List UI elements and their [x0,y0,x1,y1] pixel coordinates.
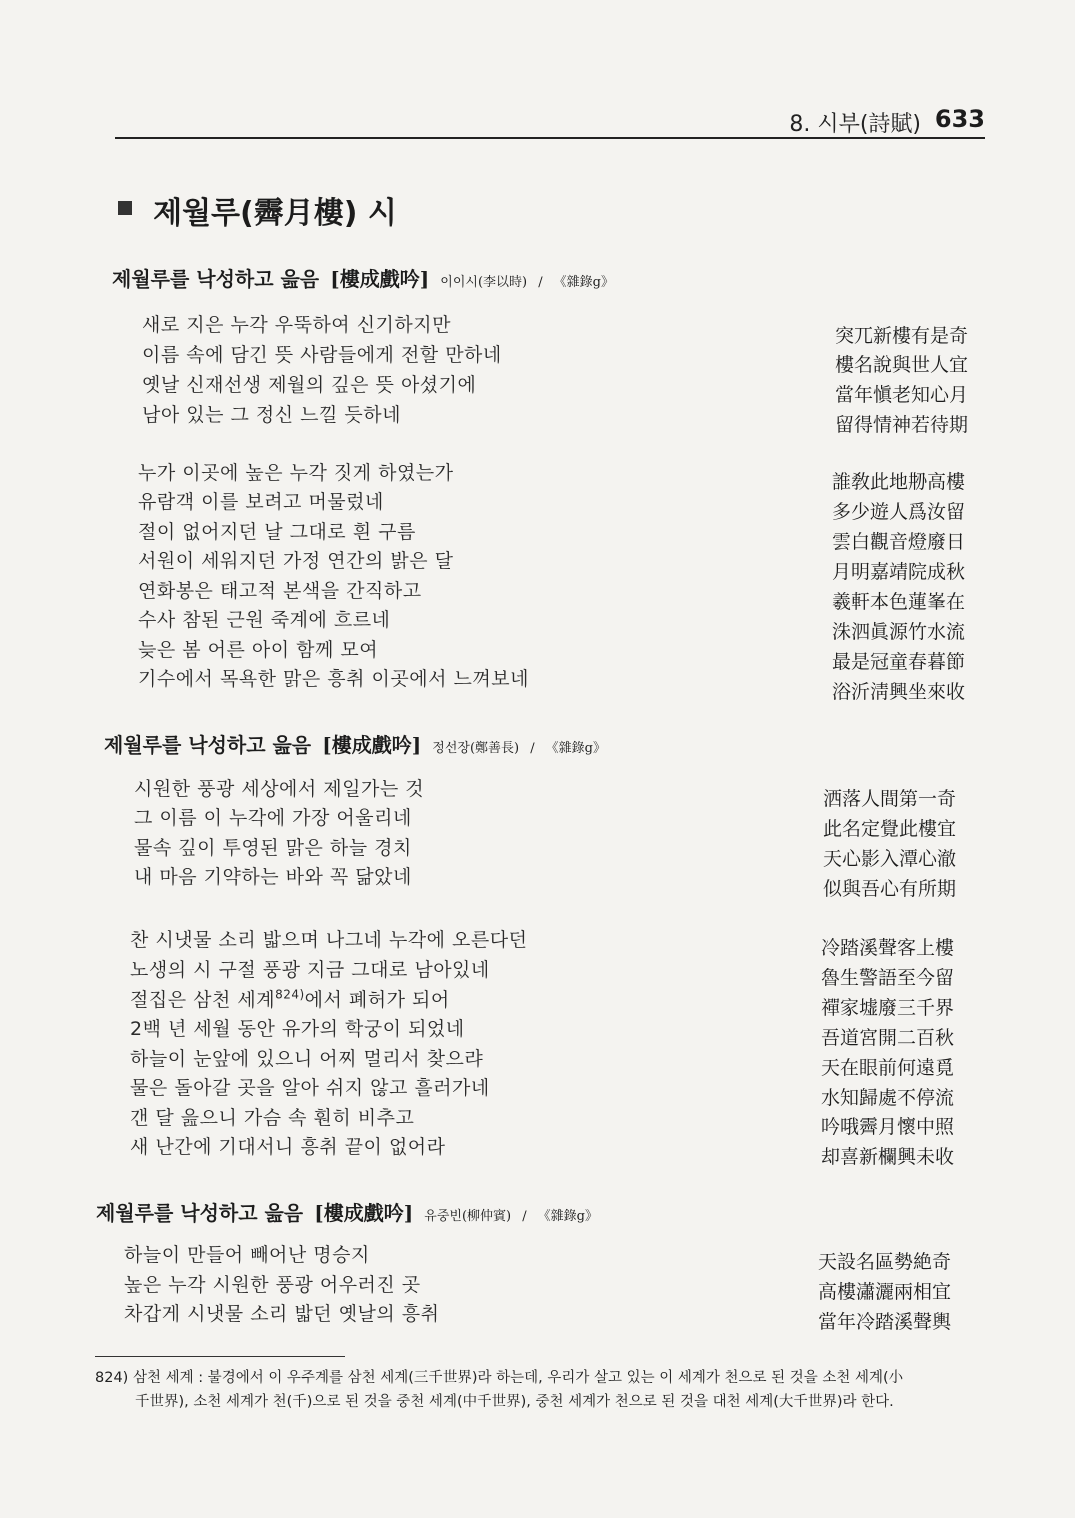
footnote-rule [95,1356,345,1357]
verse-korean: 새로 지은 누각 우뚝하여 신기하지만 [142,314,451,336]
verse-korean: 하늘이 눈앞에 있으니 어찌 멀리서 찾으랴 [130,1048,484,1070]
verse-korean: 서원이 세워지던 가정 연간의 밝은 달 [138,550,454,572]
poem-separator: / [522,1209,527,1224]
poem-title: 제월루를 낙성하고 읊음 [112,267,320,291]
verse-korean: 옛날 신재선생 제월의 깊은 뜻 아셨기에 [142,374,477,396]
verse-korean: 그 이름 이 누각에 가장 어울리네 [134,807,412,829]
verse-korean: 유람객 이를 보려고 머물렀네 [138,491,384,513]
verse-hanja: 水知歸處不停流 [821,1087,955,1109]
verse-korean-with-footnote [130,985,450,1012]
verse-hanja: 突兀新樓有是奇 [835,325,969,347]
verse-hanja: 此名定覺此樓宜 [823,818,957,840]
poem-source: 《雜錄g》 [553,275,614,290]
poem-heading [112,263,614,292]
section-title: 제월루(霽月樓) 시 [153,196,397,231]
verse-hanja: 樓名說與世人宜 [835,354,969,376]
verse-hanja: 雲白觀音燈廢日 [832,531,966,553]
poem-separator: / [538,275,543,290]
verse-korean: 늦은 봄 어른 아이 함께 모여 [138,639,379,661]
verse-korean: 하늘이 만들어 빼어난 명승지 [124,1244,370,1266]
poem-separator: / [530,741,535,756]
verse-korean: 물속 깊이 투영된 맑은 하늘 경치 [134,837,412,859]
verse-korean: 차갑게 시냇물 소리 밟던 옛날의 흥취 [124,1303,440,1325]
verse-hanja: 洙泗眞源竹水流 [832,621,966,643]
verse-korean: 노생의 시 구절 풍광 지금 그대로 남아있네 [130,959,490,981]
footnote-ref-824[interactable]: 824) [275,987,305,1002]
verse-hanja: 浴沂淸興坐來收 [832,681,966,703]
verse-hanja: 最是冠童春暮節 [832,651,966,673]
verse-korean: 내 마음 기약하는 바와 꼭 닮았네 [134,866,412,888]
verse-korean: 찬 시냇물 소리 밟으며 나그네 누각에 오른다던 [130,929,528,951]
verse-text: 절집은 삼천 세계 [130,989,276,1011]
footnote-line: 824) 삼천 세계 : 불경에서 이 우주계를 삼천 세계(三千世界)라 하는데, 우리가 살고 있는 이 세계가 천으로 된 것을 소천 세계(小 [95,1370,904,1386]
verse-hanja: 多少遊人爲汝留 [832,501,966,523]
poem-heading [104,729,606,758]
verse-hanja: 禪家墟廢三千界 [821,997,955,1019]
footnote-824 [95,1366,965,1414]
poem-hanja-title: [樓成戲吟] [322,733,422,757]
verse-hanja: 却喜新欄興未收 [821,1146,955,1168]
header-rule [115,137,985,139]
verse-korean: 이름 속에 담긴 뜻 사람들에게 전할 만하네 [142,344,502,366]
verse-hanja: 高樓瀟灑兩相宜 [818,1281,952,1303]
verse-korean: 새 난간에 기대서니 흥취 끝이 없어라 [130,1136,446,1158]
running-header [115,103,985,139]
verse-hanja: 魯生警語至今留 [821,967,955,989]
poem-author: 유중빈(柳仲賓) [424,1209,512,1224]
square-bullet-icon [118,201,132,215]
page-number: 633 [934,105,985,133]
verse-hanja: 天在眼前何遠覓 [821,1057,955,1079]
verse-korean: 누가 이곳에 높은 누각 짓게 하였는가 [138,462,454,484]
verse-hanja: 似與吾心有所期 [823,878,957,900]
verse-hanja: 誰敎此地刱高樓 [832,471,966,493]
poem-title: 제월루를 낙성하고 읊음 [104,733,312,757]
verse-korean: 물은 돌아갈 곳을 알아 쉬지 않고 흘러가네 [130,1077,490,1099]
verse-hanja: 當年愼老知心月 [835,384,969,406]
verse-korean: 시원한 풍광 세상에서 제일가는 것 [134,778,425,800]
poem-source: 《雜錄g》 [545,741,606,756]
verse-korean: 연화봉은 태고적 본색을 간직하고 [138,580,422,602]
verse-hanja: 吾道宮開二百秋 [821,1027,955,1049]
poem-hanja-title: [樓成戲吟] [314,1201,414,1225]
verse-korean: 남아 있는 그 정신 느낄 듯하네 [142,404,401,426]
chapter-title: 8. 시부(詩賦) [789,112,921,137]
poem-title: 제월루를 낙성하고 읊음 [96,1201,304,1225]
footnote-line: 千世界), 소천 세계가 천(千)으로 된 것을 중천 세계(中千世界), 중천 세계가 천으로 된 것을 대천 세계(大千世界)라 한다. [135,1394,894,1410]
verse-korean: 2백 년 세월 동안 유가의 학궁이 되었네 [130,1018,465,1040]
verse-hanja: 天設名區勢絶奇 [818,1251,952,1273]
verse-korean: 절이 없어지던 날 그대로 흰 구름 [138,521,416,543]
verse-korean: 높은 누각 시원한 풍광 어우러진 곳 [124,1274,421,1296]
poem-source: 《雜錄g》 [537,1209,598,1224]
verse-hanja: 洒落人間第一奇 [823,788,957,810]
verse-hanja: 月明嘉靖院成秋 [832,561,966,583]
poem-heading [96,1197,598,1226]
poem-author: 정선장(鄭善長) [432,741,520,756]
verse-hanja: 當年冷踏溪聲輿 [818,1311,952,1333]
verse-hanja: 天心影入潭心澈 [823,848,957,870]
section-heading [118,188,397,231]
verse-hanja: 羲軒本色蓮峯在 [832,591,966,613]
verse-korean: 수사 참된 근원 죽계에 흐르네 [138,609,391,631]
verse-hanja: 冷踏溪聲客上樓 [821,937,955,959]
poem-hanja-title: [樓成戲吟] [330,267,430,291]
verse-korean: 기수에서 목욕한 맑은 흥취 이곳에서 느껴보네 [138,668,529,690]
verse-hanja: 吟哦霽月懷中照 [821,1116,955,1138]
poem-author: 이이시(李以時) [440,275,528,290]
verse-korean: 갠 달 읊으니 가슴 속 훤히 비추고 [130,1107,415,1129]
verse-text-tail: 에서 폐허가 되어 [304,989,450,1011]
verse-hanja: 留得情神若待期 [835,414,969,436]
